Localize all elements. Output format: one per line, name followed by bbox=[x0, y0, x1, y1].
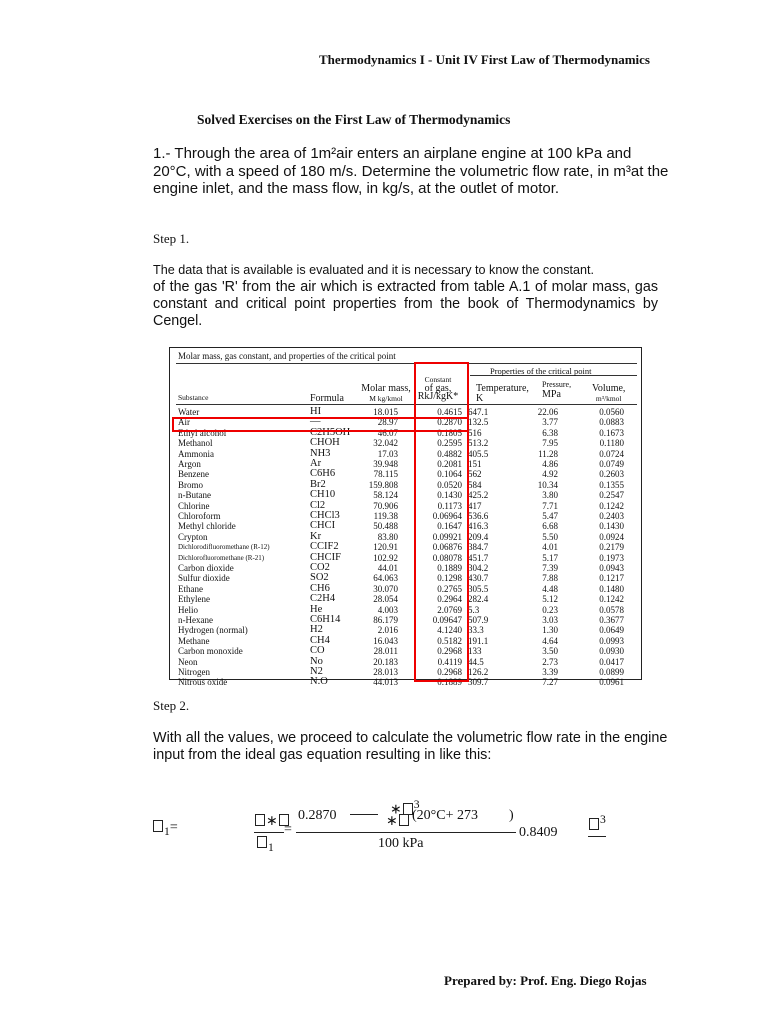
cell-gas-constant: 0.2081 bbox=[437, 459, 462, 469]
cell-formula: HI bbox=[310, 406, 322, 417]
cell-substance: Dichlorofluoromethane (R-21) bbox=[178, 553, 265, 562]
cell-temperature: 417 bbox=[468, 500, 482, 511]
cell-formula: C6H6 bbox=[310, 468, 336, 480]
cell-molar-mass: 50.488 bbox=[373, 521, 398, 532]
cell-volume: 0.1973 bbox=[599, 552, 624, 563]
col-volume: Volume, m³/kmol bbox=[592, 383, 626, 403]
cell-substance: Helio bbox=[178, 604, 198, 615]
cell-gas-constant: 0.06876 bbox=[432, 542, 462, 553]
cell-gas-constant: 0.4882 bbox=[437, 448, 462, 459]
cell-temperature: 384.7 bbox=[468, 542, 489, 553]
cell-temperature: 151 bbox=[468, 459, 482, 469]
eq-dash bbox=[350, 814, 378, 815]
eq-pressure: 100 kPa bbox=[378, 836, 424, 851]
step1-label: Step 1. bbox=[153, 231, 190, 246]
cell-pressure: 5.50 bbox=[542, 531, 558, 542]
col-gas-constant: Constant of gas, RkJ/kgK* bbox=[417, 375, 459, 402]
cell-formula: H2 bbox=[310, 624, 323, 636]
critical-point-header: Properties of the critical point bbox=[490, 366, 592, 376]
cell-molar-mass: 4.003 bbox=[377, 604, 398, 615]
cell-substance: Crypton bbox=[178, 531, 208, 542]
cell-gas-constant: 4.1240 bbox=[437, 625, 462, 636]
eq-r-value: 0.2870 bbox=[298, 808, 337, 823]
cell-molar-mass: 20.183 bbox=[373, 656, 398, 667]
cell-substance: Argon bbox=[178, 459, 201, 469]
cell-temperature: 44.5 bbox=[468, 656, 484, 667]
step2-paragraph: With all the values, we proceed to calculate the volumetric flow rate in the engine input from the ideal gas equation resulting in like this: bbox=[153, 730, 668, 763]
eq-result: 0.8409 bbox=[519, 825, 558, 840]
cell-pressure: 10.34 bbox=[537, 479, 558, 490]
cell-molar-mass: 44.013 bbox=[373, 677, 398, 688]
cell-formula: Ar bbox=[310, 458, 322, 469]
eq-frac-bar bbox=[254, 832, 284, 833]
cell-gas-constant: 2.0769 bbox=[437, 604, 462, 615]
cell-pressure: 3.39 bbox=[542, 667, 558, 677]
cell-molar-mass: 16.043 bbox=[373, 635, 398, 646]
cell-temperature: 133 bbox=[468, 646, 482, 657]
cell-gas-constant: 0.1889 bbox=[437, 563, 462, 573]
cell-substance: Nitrous oxide bbox=[178, 677, 228, 688]
cell-gas-constant: 0.5182 bbox=[437, 635, 462, 646]
cell-pressure: 1.30 bbox=[542, 625, 558, 636]
cell-substance: Air bbox=[178, 417, 190, 428]
cell-formula: C2H5OH bbox=[310, 426, 351, 438]
cell-volume: 0.0749 bbox=[599, 459, 624, 469]
cell-temperature: 562 bbox=[468, 469, 482, 480]
step1-rest: of the gas 'R' from the air which is extracted from table A.1 of molar mass, gas constant and critical point properties from the book of Thermodynamics by Cengel. bbox=[153, 279, 658, 329]
cell-molar-mass: 78.115 bbox=[373, 469, 398, 480]
cell-volume: 0.2603 bbox=[599, 469, 624, 480]
cell-volume: 0.0899 bbox=[599, 667, 624, 677]
eq-unit-bottom: ∗ bbox=[386, 813, 410, 830]
cell-substance: Ethane bbox=[178, 583, 203, 594]
cell-substance: Water bbox=[178, 407, 200, 417]
cell-formula: Cl2 bbox=[310, 499, 326, 511]
cell-pressure: 7.27 bbox=[542, 677, 558, 688]
cell-gas-constant: 0.4615 bbox=[437, 407, 462, 417]
cell-volume: 0.0883 bbox=[599, 417, 624, 428]
cell-pressure: 7.39 bbox=[542, 563, 558, 573]
cell-pressure: 4.48 bbox=[542, 583, 558, 594]
cell-formula: CH6 bbox=[310, 582, 330, 594]
cell-substance: Methyl chloride bbox=[178, 521, 236, 532]
cell-gas-constant: 0.2964 bbox=[437, 594, 462, 605]
cell-volume: 0.0560 bbox=[599, 407, 624, 417]
cell-pressure: 5.12 bbox=[542, 594, 558, 605]
cell-molar-mass: 17.03 bbox=[377, 448, 398, 459]
cell-gas-constant: 0.0520 bbox=[437, 479, 462, 490]
cell-pressure: 22.06 bbox=[537, 407, 558, 417]
cell-formula: CH10 bbox=[310, 489, 336, 501]
cell-volume: 0.2547 bbox=[599, 490, 624, 501]
cell-volume: 0.1355 bbox=[599, 479, 624, 490]
cell-volume: 0.3677 bbox=[599, 615, 624, 625]
cell-substance: Dichlorodifluoromethane (R-12) bbox=[178, 543, 270, 552]
cell-gas-constant: 0.1430 bbox=[437, 490, 462, 501]
eq-result-bar bbox=[588, 836, 606, 837]
eq-lhs: $_1$= bbox=[152, 820, 178, 838]
symbol-glyph-icon bbox=[257, 836, 267, 848]
cell-substance: Methane bbox=[178, 635, 210, 646]
eq-result-unit: 3 bbox=[588, 813, 606, 834]
cell-gas-constant: 0.1173 bbox=[437, 500, 462, 511]
cell-molar-mass: 83.80 bbox=[377, 531, 398, 542]
cell-formula: C2H4 bbox=[310, 593, 336, 605]
cell-gas-constant: 0.08078 bbox=[432, 552, 462, 563]
cell-pressure: 7.88 bbox=[542, 573, 558, 584]
cell-volume: 0.0417 bbox=[599, 656, 624, 667]
cell-formula: C6H14 bbox=[310, 614, 341, 625]
cell-formula: CHCIF bbox=[310, 551, 341, 563]
cell-formula: CHCI bbox=[310, 520, 336, 532]
cell-molar-mass: 120.91 bbox=[373, 542, 398, 553]
eq-frac-bottom: 1 bbox=[256, 836, 274, 854]
cell-gas-constant: 0.1889 bbox=[437, 677, 462, 688]
cell-volume: 0.1673 bbox=[599, 427, 624, 438]
cell-temperature: 425.2 bbox=[468, 490, 489, 501]
cell-pressure: 5.17 bbox=[542, 552, 558, 563]
table-caption: Molar mass, gas constant, and properties of the critical point bbox=[178, 351, 396, 361]
page-header: Thermodynamics I - Unit IV First Law of Thermodynamics bbox=[318, 52, 650, 67]
cell-gas-constant: 0.2765 bbox=[437, 583, 462, 594]
cell-pressure: 3.77 bbox=[542, 417, 558, 428]
col-substance: Substance bbox=[178, 393, 209, 402]
cell-molar-mass: 28.011 bbox=[373, 646, 398, 657]
eq-main-bar bbox=[296, 832, 516, 833]
page-footer: Prepared by: Prof. Eng. Diego Rojas bbox=[444, 973, 647, 988]
col-temperature: Temperature, K bbox=[476, 383, 529, 404]
cell-temperature: 405.5 bbox=[468, 448, 489, 459]
cell-substance: Bromo bbox=[178, 479, 204, 490]
cell-substance: Ethylene bbox=[178, 594, 210, 605]
eq-equals-2: = bbox=[284, 822, 292, 837]
cell-molar-mass: 46.07 bbox=[377, 427, 398, 438]
col-pressure: Pressure, MPa bbox=[542, 380, 572, 400]
cell-temperature: 536.6 bbox=[468, 511, 489, 521]
cell-formula: CH4 bbox=[310, 634, 330, 646]
cell-volume: 0.1430 bbox=[599, 521, 624, 532]
cell-substance: Chlorine bbox=[178, 500, 210, 511]
cell-gas-constant: 0.2595 bbox=[437, 438, 462, 449]
cell-molar-mass: 159.808 bbox=[368, 479, 398, 490]
cell-temperature: 647.1 bbox=[468, 407, 489, 417]
cell-molar-mass: 86.179 bbox=[373, 615, 398, 625]
cell-temperature: 430.7 bbox=[468, 573, 489, 584]
cell-pressure: 4.86 bbox=[542, 459, 558, 469]
col-formula: Formula bbox=[310, 393, 344, 404]
symbol-glyph-icon bbox=[153, 820, 163, 832]
cell-temperature: 5.3 bbox=[468, 604, 480, 615]
cell-substance: Methanol bbox=[178, 438, 213, 449]
cell-formula: Br2 bbox=[310, 478, 326, 490]
cell-substance: Ammonia bbox=[178, 448, 214, 459]
cell-substance: Carbon dioxide bbox=[178, 563, 234, 573]
cell-pressure: 4.64 bbox=[542, 635, 558, 646]
cell-formula: He bbox=[310, 603, 323, 615]
cell-temperature: 416.3 bbox=[468, 521, 489, 532]
cell-temperature: 132.5 bbox=[468, 417, 489, 428]
cell-volume: 0.1242 bbox=[599, 500, 624, 511]
problem-statement: 1.- Through the area of 1m²air enters an airplane engine at 100 kPa and 20°C, with a speed of 180 m/s. Determine the volumetric flow rate, in m³at the engine inlet, and the mass flow, in kg/s, at the outlet of motor. bbox=[153, 145, 669, 197]
cell-pressure: 3.80 bbox=[542, 490, 558, 501]
cell-temperature: 309.7 bbox=[468, 677, 489, 688]
cell-substance: Benzene bbox=[178, 469, 209, 480]
eq-frac-top: ∗ bbox=[254, 813, 290, 830]
cell-volume: 0.0649 bbox=[599, 625, 624, 636]
cell-temperature: 33.3 bbox=[468, 625, 484, 636]
cell-gas-constant: 0.4119 bbox=[437, 656, 462, 667]
cell-molar-mass: 119.38 bbox=[373, 511, 398, 521]
cell-substance: Chloroform bbox=[178, 511, 221, 521]
cell-substance: Carbon monoxide bbox=[178, 646, 243, 657]
cell-formula: CHCl3 bbox=[310, 510, 340, 521]
step1-first-line: The data that is available is evaluated and it is necessary to know the constant. bbox=[153, 263, 595, 277]
cell-temperature: 451.7 bbox=[468, 552, 489, 563]
cell-pressure: 7.71 bbox=[542, 500, 558, 511]
cell-temperature: 209.4 bbox=[468, 531, 489, 542]
cell-gas-constant: 0.1647 bbox=[437, 521, 462, 532]
cell-volume: 0.0578 bbox=[599, 604, 624, 615]
cell-gas-constant: 0.1805 bbox=[437, 427, 462, 438]
cell-molar-mass: 70.906 bbox=[373, 500, 398, 511]
cell-substance: n-Hexane bbox=[178, 615, 213, 625]
cell-molar-mass: 28.013 bbox=[373, 667, 398, 677]
cell-volume: 0.0943 bbox=[599, 563, 624, 573]
cell-volume: 0.0930 bbox=[599, 646, 624, 657]
cell-molar-mass: 2.016 bbox=[377, 625, 398, 636]
cell-volume: 0.2403 bbox=[599, 511, 624, 521]
cell-formula: CHOH bbox=[310, 437, 340, 449]
cell-formula: NH3 bbox=[310, 447, 331, 459]
col-molar-mass: Molar mass, M kg/kmol bbox=[361, 383, 411, 403]
cell-pressure: 2.73 bbox=[542, 656, 558, 667]
cell-formula: N2 bbox=[310, 666, 323, 677]
cell-pressure: 3.03 bbox=[542, 615, 558, 625]
cell-temperature: 305.5 bbox=[468, 583, 489, 594]
cell-molar-mass: 28.054 bbox=[373, 594, 398, 605]
cell-pressure: 6.38 bbox=[542, 427, 558, 438]
cell-gas-constant: 0.1298 bbox=[437, 573, 462, 584]
cell-gas-constant: 0.06964 bbox=[432, 511, 462, 521]
cell-volume: 0.1242 bbox=[599, 594, 624, 605]
symbol-glyph-icon bbox=[255, 814, 265, 826]
cell-gas-constant: 0.2968 bbox=[437, 646, 462, 657]
cell-substance: Sulfur dioxide bbox=[178, 573, 230, 584]
cell-substance: Hydrogen (normal) bbox=[178, 625, 248, 636]
cell-pressure: 3.50 bbox=[542, 646, 558, 657]
cell-formula: SO2 bbox=[310, 572, 329, 584]
cell-substance: Neon bbox=[178, 656, 198, 667]
cell-temperature: 513.2 bbox=[468, 438, 489, 449]
cell-molar-mass: 102.92 bbox=[373, 552, 398, 563]
cell-substance: Ethyl alcohol bbox=[178, 427, 227, 438]
cell-pressure: 11.28 bbox=[538, 448, 558, 459]
cell-molar-mass: 58.124 bbox=[373, 490, 398, 501]
step2-label: Step 2. bbox=[153, 698, 190, 713]
cell-temperature: 126.2 bbox=[468, 667, 489, 677]
cell-volume: 0.2179 bbox=[599, 542, 624, 553]
cell-volume: 0.1217 bbox=[599, 573, 624, 584]
cell-formula: — bbox=[310, 416, 321, 428]
cell-molar-mass: 32.042 bbox=[373, 438, 398, 449]
cell-temperature: 516 bbox=[468, 427, 482, 438]
cell-volume: 0.0993 bbox=[599, 635, 624, 646]
cell-pressure: 6.68 bbox=[542, 521, 558, 532]
cell-temperature: 304.2 bbox=[468, 563, 489, 573]
cell-volume: 0.0724 bbox=[599, 448, 624, 459]
cell-pressure: 0.23 bbox=[542, 604, 558, 615]
cell-formula: CO bbox=[310, 645, 325, 657]
cell-pressure: 7.95 bbox=[542, 438, 558, 449]
cell-substance: Nitrogen bbox=[178, 667, 210, 677]
cell-molar-mass: 28.97 bbox=[377, 417, 398, 428]
cell-volume: 0.0924 bbox=[599, 531, 624, 542]
cell-formula: No bbox=[310, 655, 323, 667]
cell-molar-mass: 30.070 bbox=[373, 583, 398, 594]
cell-gas-constant: 0.09647 bbox=[432, 615, 462, 625]
symbol-glyph-icon bbox=[399, 814, 409, 826]
eq-temperature: (20°C+ 273 bbox=[412, 808, 479, 823]
cell-volume: 0.1480 bbox=[599, 583, 624, 594]
cell-formula: CO2 bbox=[310, 562, 330, 573]
cell-gas-constant: 0.2870 bbox=[437, 417, 462, 428]
cell-molar-mass: 64.063 bbox=[373, 573, 398, 584]
eq-close-paren: ) bbox=[509, 808, 514, 823]
symbol-glyph-icon bbox=[589, 818, 599, 830]
page-title: Solved Exercises on the First Law of Thermodynamics bbox=[197, 112, 511, 127]
cell-formula: CCIF2 bbox=[310, 541, 339, 553]
eq-unit-top: ∗ $^3$ bbox=[390, 798, 420, 818]
cell-volume: 0.1180 bbox=[599, 438, 624, 449]
cell-gas-constant: 0.09921 bbox=[432, 531, 462, 542]
cell-temperature: 191.1 bbox=[468, 635, 489, 646]
cell-pressure: 5.47 bbox=[542, 511, 558, 521]
cell-gas-constant: 0.2968 bbox=[437, 667, 462, 677]
cell-gas-constant: 0.1064 bbox=[437, 469, 462, 480]
cell-molar-mass: 44.01 bbox=[377, 563, 398, 573]
cell-formula: N.O bbox=[310, 676, 328, 688]
cell-temperature: 584 bbox=[468, 479, 482, 490]
cell-temperature: 282.4 bbox=[468, 594, 489, 605]
cell-volume: 0.0961 bbox=[599, 677, 624, 688]
cell-pressure: 4.92 bbox=[542, 469, 558, 480]
cell-formula: Kr bbox=[310, 530, 322, 542]
cell-molar-mass: 18.015 bbox=[373, 407, 398, 417]
cell-molar-mass: 39.948 bbox=[373, 459, 398, 469]
cell-temperature: 507.9 bbox=[468, 615, 489, 625]
cell-pressure: 4.01 bbox=[542, 542, 558, 553]
cell-substance: n-Butane bbox=[178, 490, 211, 501]
